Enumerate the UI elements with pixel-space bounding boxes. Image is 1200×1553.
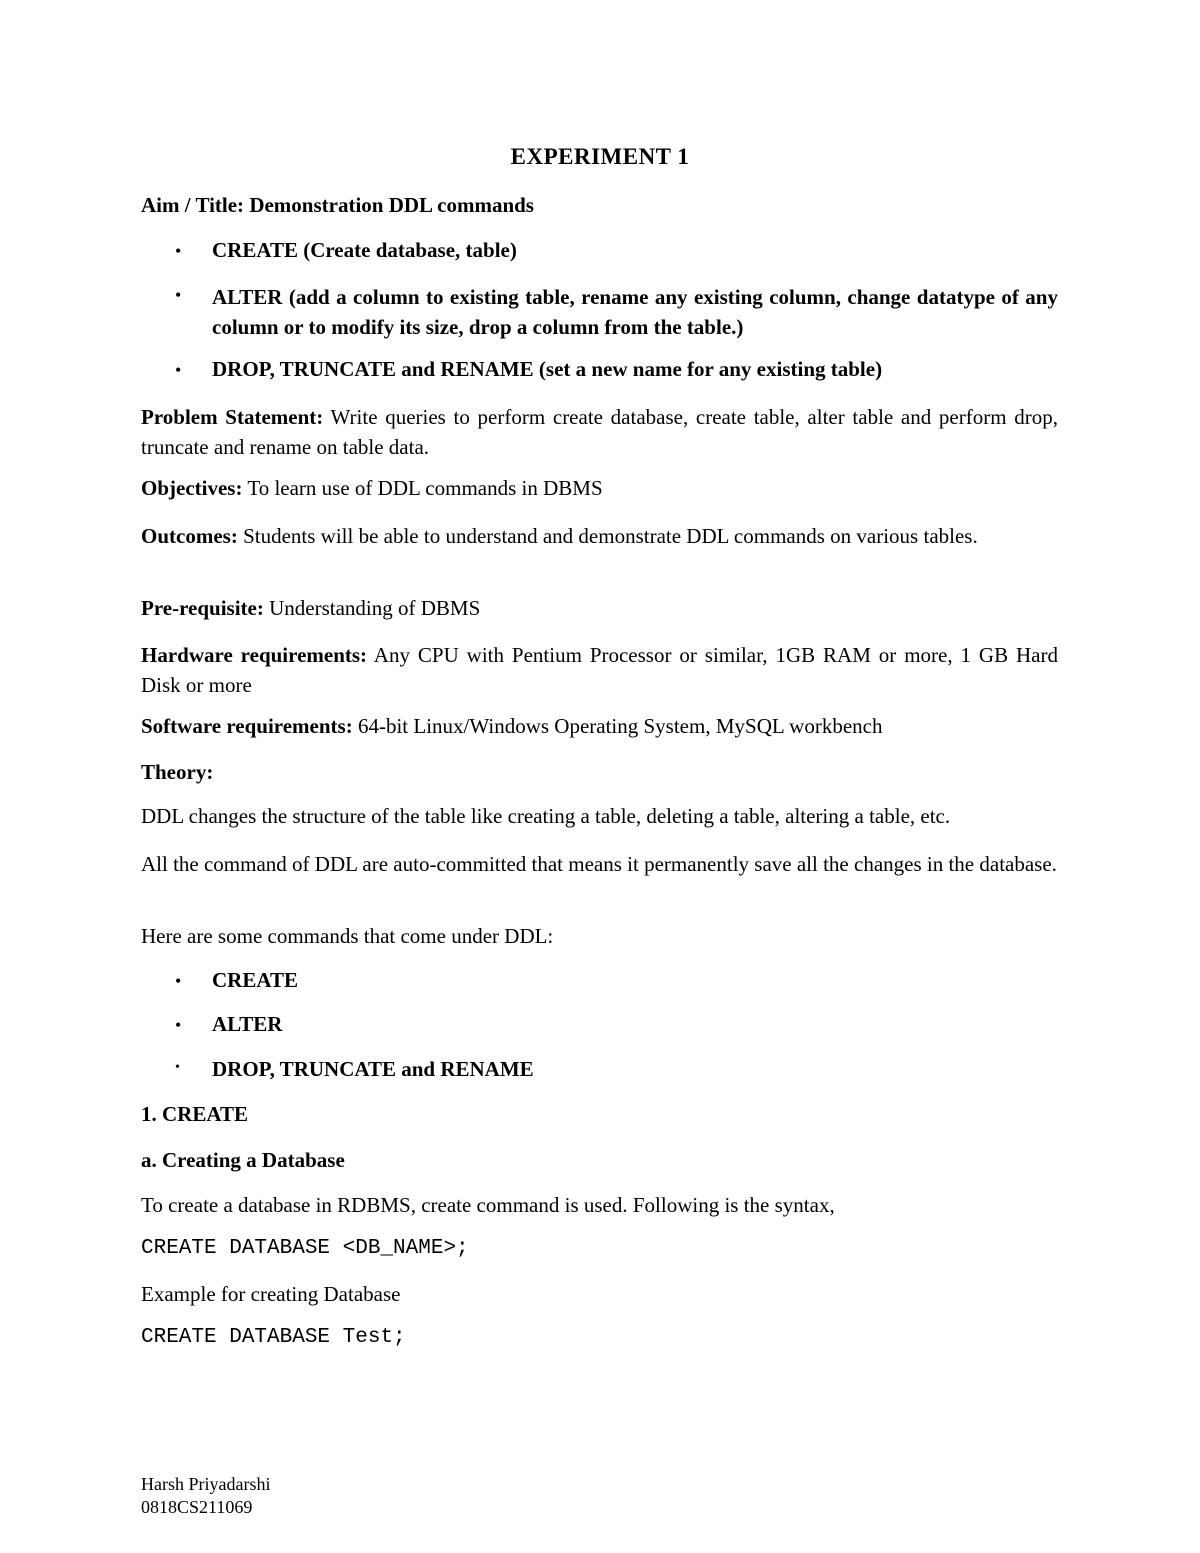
example-label: Example for creating Database xyxy=(141,1282,401,1306)
create-intro-text: To create a database in RDBMS, create command is used. Following is the syntax, xyxy=(141,1193,835,1217)
prereq-label: Pre-requisite: xyxy=(141,596,264,620)
outcomes xyxy=(141,521,1058,551)
aim-line xyxy=(141,193,534,218)
theory-paragraph-1: DDL changes the structure of the table like creating a table, deleting a table, altering a table, etc. xyxy=(141,804,951,828)
objectives-text: To learn use of DDL commands in DBMS xyxy=(242,476,603,500)
problem-statement xyxy=(141,402,1058,462)
ddl-bullet-drop: DROP, TRUNCATE and RENAME xyxy=(212,1057,534,1081)
prerequisite xyxy=(141,596,480,621)
bullet-icon: • xyxy=(175,241,182,261)
prereq-text: Understanding of DBMS xyxy=(263,596,481,620)
objectives-label: Objectives: xyxy=(141,476,243,500)
footer-author-name: Harsh Priyadarshi xyxy=(141,1474,271,1494)
page-title: EXPERIMENT 1 xyxy=(510,144,690,169)
problem-label: Problem Statement: xyxy=(141,405,324,429)
hardware-label: Hardware requirements: xyxy=(141,643,368,667)
bullet-icon: • xyxy=(175,1015,182,1035)
aim-bullet-alter: ALTER (add a column to existing table, rename any existing column, change datatype of any column or to modify its size, drop a column from the table.) xyxy=(212,285,1058,339)
theory-paragraph-2: All the command of DDL are auto-committed that means it permanently save all the changes in the database. xyxy=(141,852,1057,876)
bullet-icon: • xyxy=(175,971,182,991)
objectives xyxy=(141,476,603,501)
theory-paragraph-3: Here are some commands that come under DDL: xyxy=(141,924,554,948)
software-text: 64-bit Linux/Windows Operating System, MySQL workbench xyxy=(352,714,883,738)
section-create-heading: 1. CREATE xyxy=(141,1102,248,1126)
problem-text: Write queries to perform create database, create table, alter table and perform drop, truncate and rename on table data. xyxy=(141,405,1058,459)
aim-label: Aim / Title: xyxy=(141,193,245,217)
outcomes-label: Outcomes: xyxy=(141,524,238,548)
hardware-text: Any CPU with Pentium Processor or similar, 1GB RAM or more, 1 GB Hard Disk or more xyxy=(141,643,1058,697)
bullet-icon: • xyxy=(175,1060,180,1075)
ddl-bullet-alter: ALTER xyxy=(212,1012,283,1036)
bullet-icon: • xyxy=(175,360,182,380)
footer-author-id: 0818CS211069 xyxy=(141,1497,253,1517)
section-creating-database-heading: a. Creating a Database xyxy=(141,1148,345,1172)
aim-bullet-drop: DROP, TRUNCATE and RENAME (set a new name for any existing table) xyxy=(212,357,883,381)
syntax-code: CREATE DATABASE <DB_NAME>; xyxy=(141,1237,469,1260)
bullet-icon: • xyxy=(175,285,182,305)
ddl-bullet-create: CREATE xyxy=(212,968,298,992)
software-label: Software requirements: xyxy=(141,714,353,738)
aim-bullet-create: CREATE (Create database, table) xyxy=(212,238,517,262)
hardware-requirements xyxy=(141,640,1058,700)
software-requirements xyxy=(141,714,882,739)
outcomes-text: Students will be able to understand and demonstrate DDL commands on various tables. xyxy=(237,524,978,548)
aim-text: Demonstration DDL commands xyxy=(244,193,534,217)
example-code: CREATE DATABASE Test; xyxy=(141,1326,406,1349)
theory-heading: Theory: xyxy=(141,760,214,784)
